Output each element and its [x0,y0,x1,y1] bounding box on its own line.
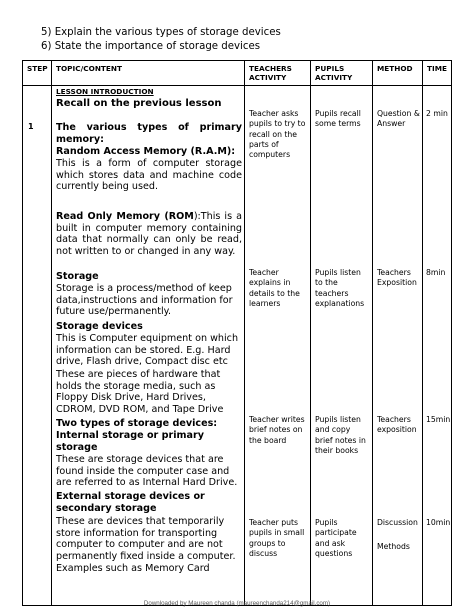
header-time: TIME [423,61,452,86]
lesson-introduction-label: LESSON INTRODUCTION [56,87,154,96]
external-storage-heading: External storage devices or secondary storage [56,491,205,514]
time-cell [423,86,451,605]
header-step: STEP [23,61,52,86]
pupil-activity-3: Pupils listen and copy brief notes in their books [315,415,366,455]
internal-storage-text: These are storage devices that are found inside the computer case and are referred to as Internal Hard Drive. [56,454,238,489]
teacher-activity-3: Teacher writes brief notes on the board [249,415,305,445]
objectives-list [41,26,281,53]
storage-text: Storage is a process/method of keep data,instructions and information for future use/permanently. [56,283,233,318]
rom-text: ):This is a built in computer memory containing data that normally can only be read, not written to or changed in any way. [56,211,242,258]
header-topic: TOPIC/CONTENT [52,61,245,86]
step-number: 1 [28,122,34,131]
two-types-heading: Two types of storage devices: [56,418,218,429]
topic-content-cell [52,86,244,605]
pupils-activity-cell [311,86,372,605]
ram-heading: Random Access Memory (R.A.M): [56,146,236,157]
header-teachers-activity: TEACHERS ACTIVITY [245,61,311,86]
lesson-plan-table [22,60,452,606]
hardware-text: These are pieces of hardware that holds the storage media, such as Floppy Disk Drive, Hard Drives, CDROM, DVD ROM, and Tape Drive [56,369,224,416]
teacher-activity-4: Teacher puts pupils in small groups to discuss [249,518,305,558]
download-footer: Downloaded by Maureen chanda (maureenchanda214@gmail.com) [143,600,331,607]
pupil-activity-2: Pupils listen to the teachers explanations [315,268,365,308]
time-2: 8min [426,268,446,277]
recall-heading: Recall on the previous lesson [56,98,222,109]
teachers-activity-cell [245,86,310,605]
method-4-cont: Methods [377,542,410,551]
storage-heading: Storage [56,271,99,282]
objective-5: 5) Explain the various types of storage devices [41,27,281,38]
ram-text: This is a form of computer storage which stores data and machine code currently being used. [56,158,242,193]
objective-6: 6) State the importance of storage devices [41,40,261,52]
header-pupils-activity: PUPILS ACTIVITY [311,61,373,86]
teacher-activity-2: Teacher explains in details to the learners [249,268,300,308]
storage-devices-text: This is Computer equipment on which information can be stored. E.g. Hard drive, Flash drive, Compact disc etc [56,333,239,368]
method-1: Question & Answer [377,109,420,129]
rom-heading: Read Only Memory (ROM [56,211,194,222]
internal-storage-heading: Internal storage or primary storage [56,430,204,453]
teacher-activity-1: Teacher asks pupils to try to recall on the parts of computers [249,109,306,160]
method-2: Teachers Exposition [377,268,417,288]
method-4: Discussion [377,518,418,527]
pupil-activity-4: Pupils participate and ask questions [315,518,357,558]
method-3: Teachers exposition [377,415,417,435]
time-1: 2 min [426,109,448,118]
time-4: 10min [426,518,451,527]
types-heading: The various types of primary memory: [56,122,242,145]
pupil-activity-1: Pupils recall some terms [315,109,361,129]
storage-devices-heading: Storage devices [56,321,143,332]
time-3: 15min [426,415,451,424]
table-row [23,86,452,606]
method-cell [373,86,422,605]
rom-paragraph [56,211,242,258]
external-storage-text: These are devices that temporarily store information for transporting computer to computer and are not permanently fixed inside a computer. Examples such as Memory Card [56,516,236,574]
table-header-row [23,61,452,86]
header-method: METHOD [373,61,423,86]
